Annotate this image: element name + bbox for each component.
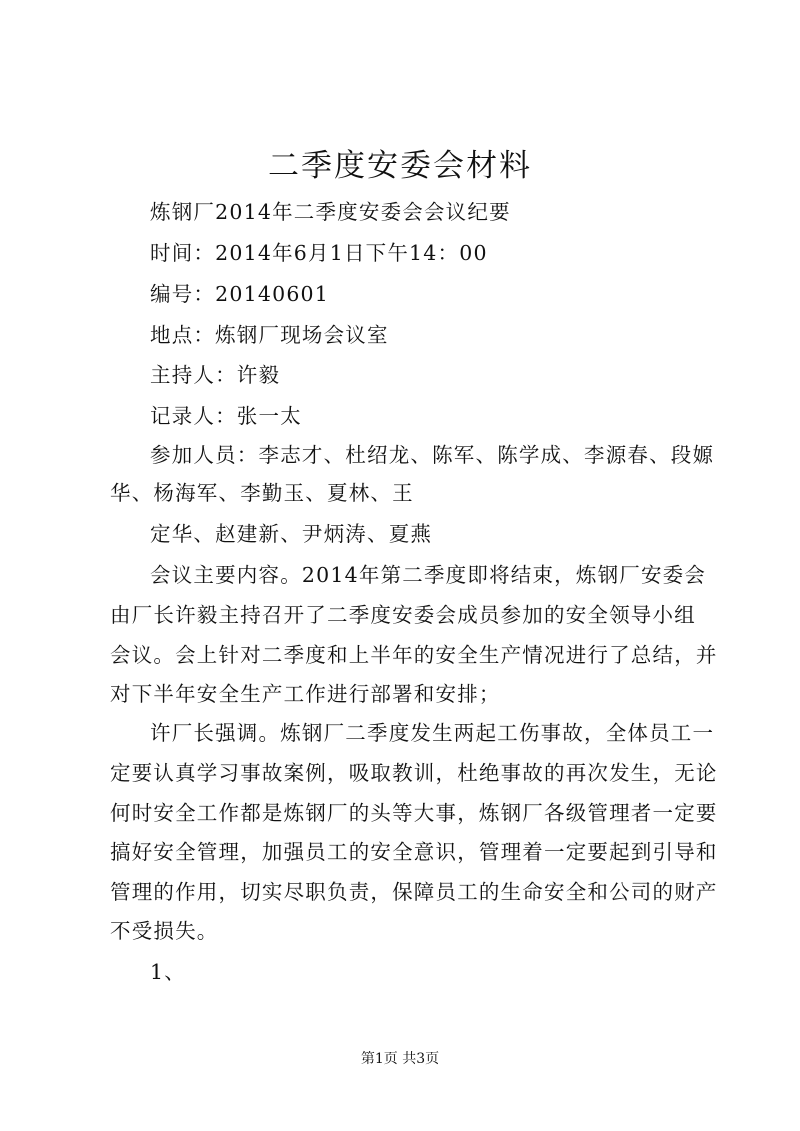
meeting-recorder: 记录人：张一太 — [150, 404, 302, 428]
page-footer: 第1页 共3页 — [360, 1051, 440, 1067]
document-title: 二季度安委会材料 — [268, 148, 532, 184]
meeting-subtitle: 炼钢厂2014年二季度安委会会议纪要 — [150, 200, 511, 224]
paragraph-line: 对下半年安全生产工作进行部署和安排； — [110, 682, 501, 706]
meeting-time: 时间：2014年6月1日下午14：00 — [150, 241, 488, 265]
meeting-number: 编号：20140601 — [150, 282, 330, 306]
paragraph-line: 管理的作用，切实尽职负责，保障员工的生命安全和公司的财产 — [110, 880, 718, 904]
paragraph-line: 搞好安全管理，加强员工的安全意识，管理着一定要起到引导和 — [110, 840, 718, 864]
paragraph-line: 由厂长许毅主持召开了二季度安委会成员参加的安全领导小组 — [110, 603, 696, 627]
meeting-host: 主持人：许毅 — [150, 363, 281, 387]
paragraph-line: 会议主要内容。2014年第二季度即将结束，炼钢厂安委会 — [150, 563, 707, 587]
meeting-place: 地点：炼钢厂现场会议室 — [150, 323, 389, 347]
paragraph-line: 不受损失。 — [110, 919, 219, 943]
attendees-line: 参加人员：李志才、杜绍龙、陈军、陈学成、李源春、段嫄 — [150, 443, 715, 467]
paragraph-line: 定要认真学习事故案例，吸取教训，杜绝事故的再次发生，无论 — [110, 761, 718, 785]
paragraph-line: 许厂长强调。炼钢厂二季度发生两起工伤事故，全体员工一 — [150, 721, 715, 745]
list-item-number: 1、 — [150, 960, 186, 984]
paragraph-line: 会议。会上针对二季度和上半年的安全生产情况进行了总结，并 — [110, 643, 718, 667]
paragraph-line: 何时安全工作都是炼钢厂的头等大事，炼钢厂各级管理者一定要 — [110, 801, 718, 825]
attendees-line: 华、杨海军、李勤玉、夏林、王 — [110, 481, 414, 505]
attendees-line: 定华、赵建新、尹炳涛、夏燕 — [150, 522, 433, 546]
